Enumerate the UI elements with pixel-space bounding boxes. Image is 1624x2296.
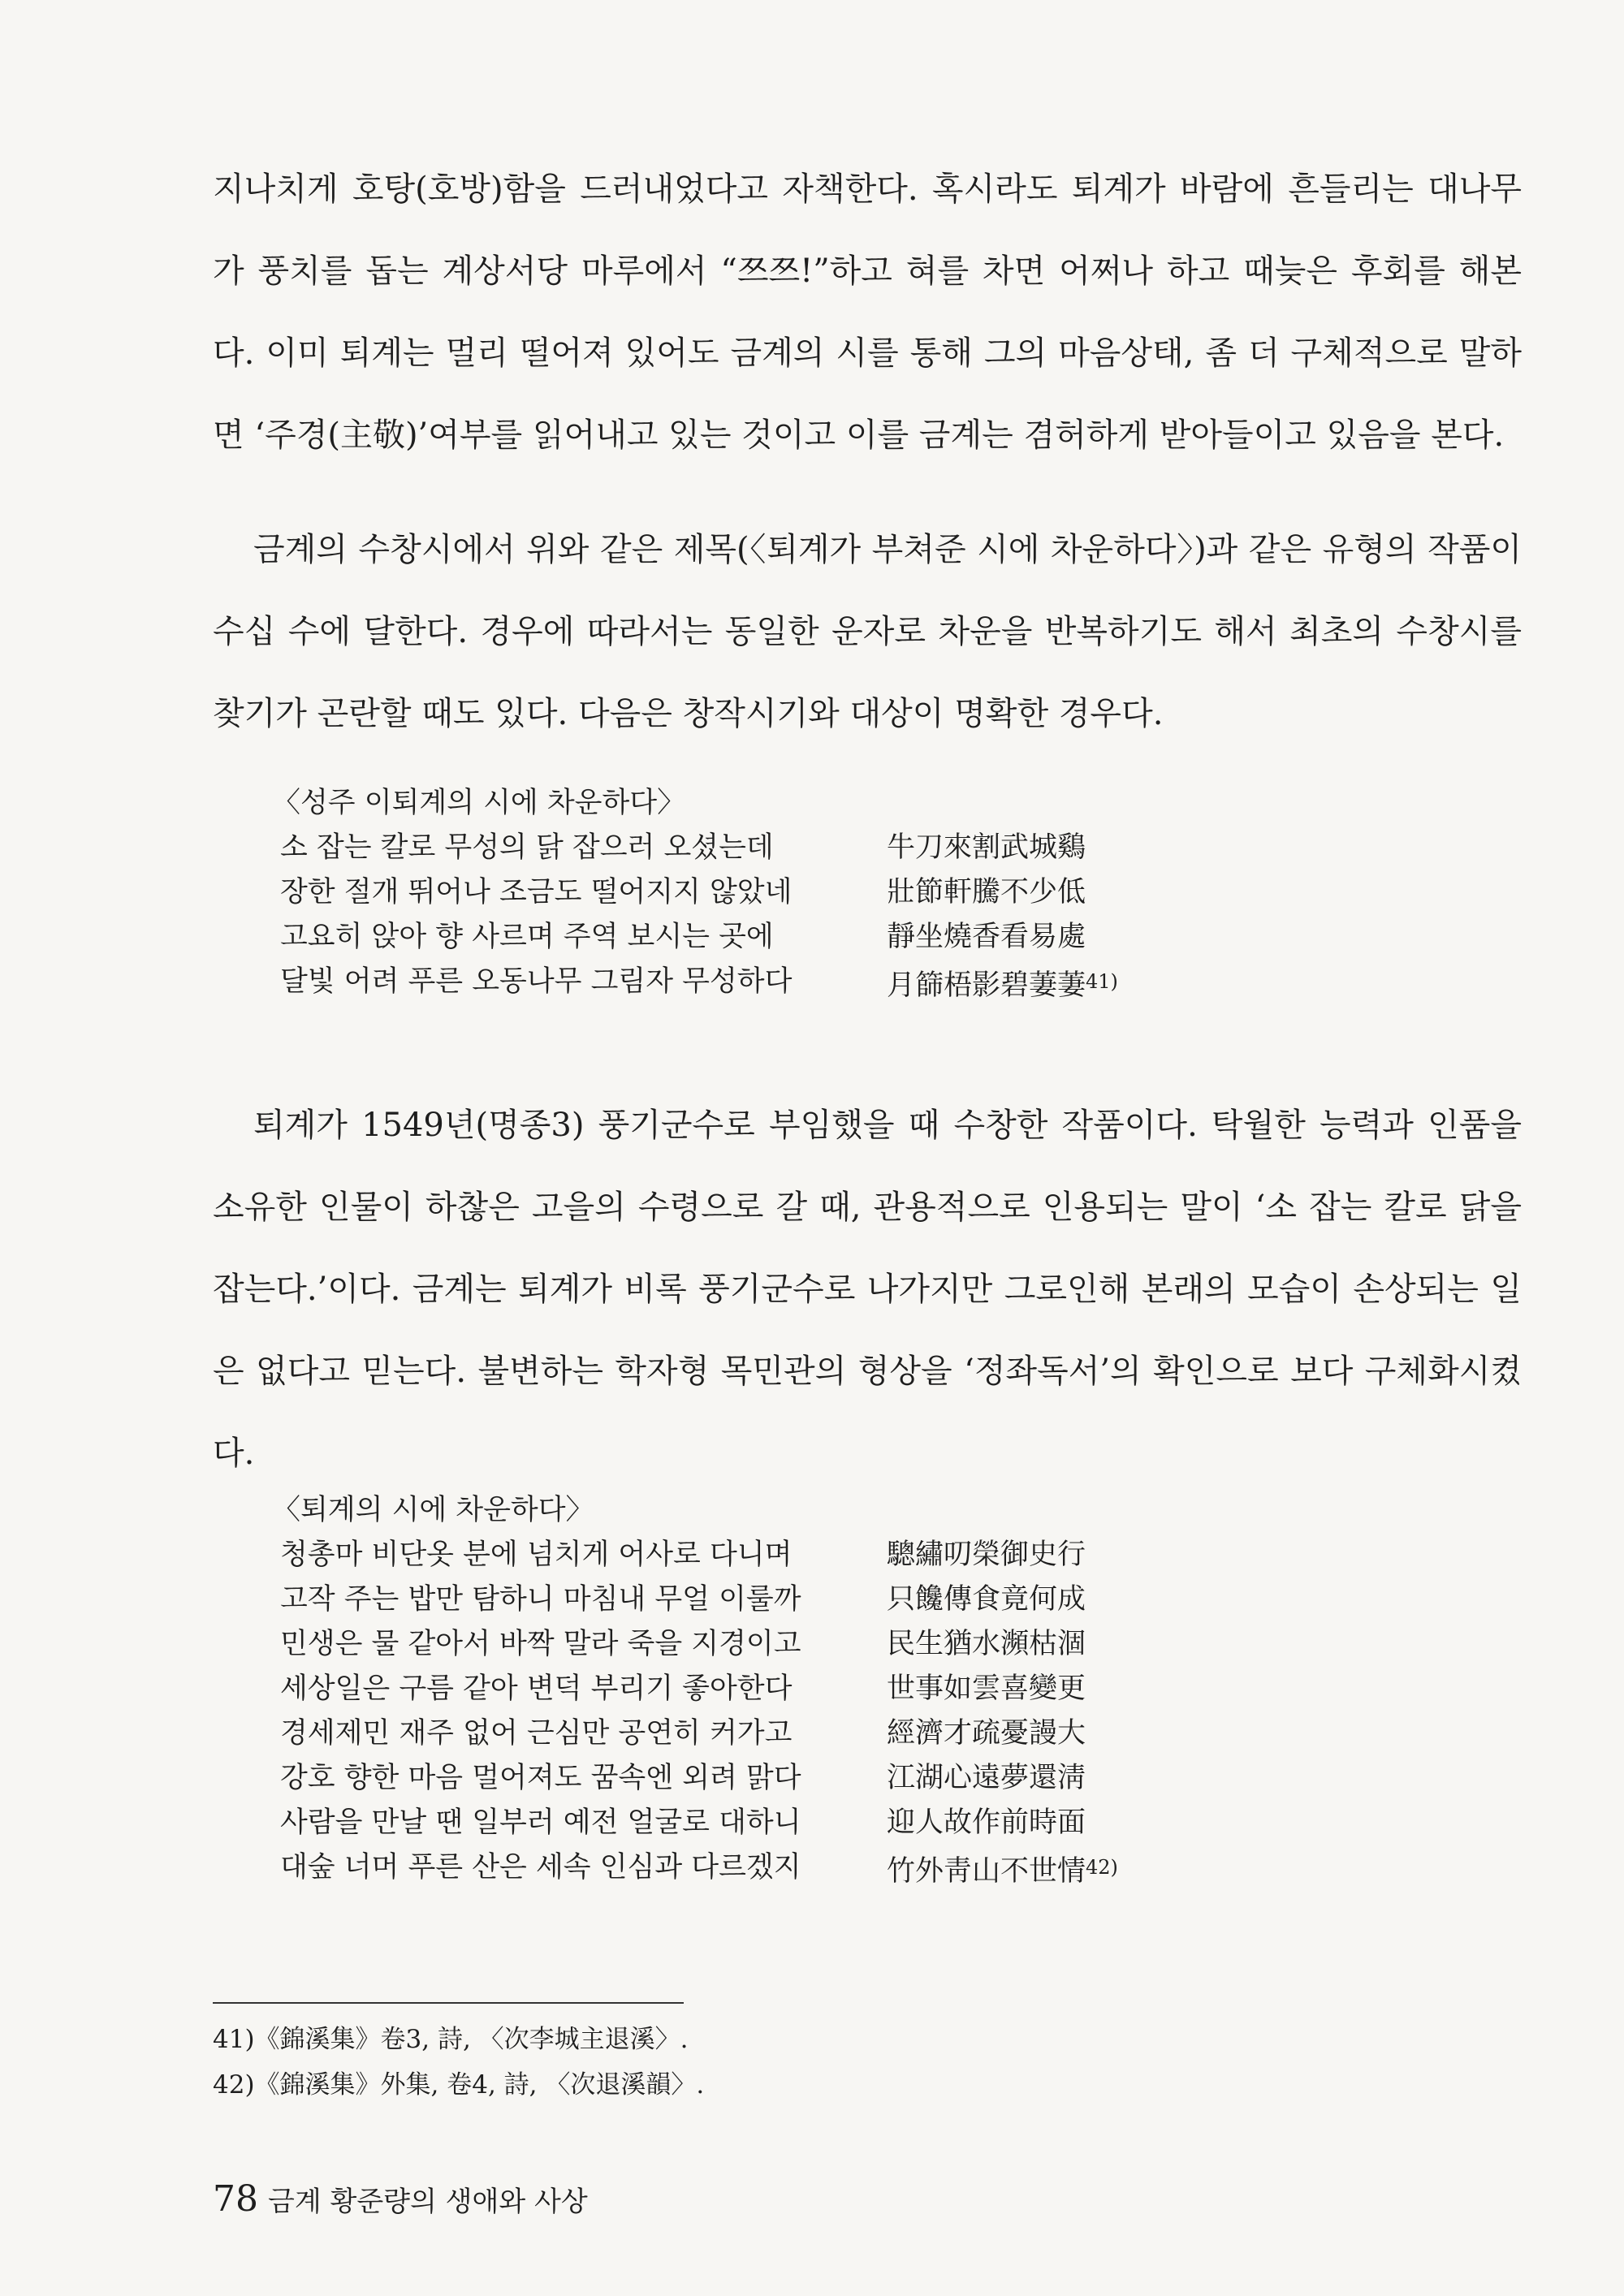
poem-hanja-line	[887, 1845, 1118, 1894]
poem-line	[272, 870, 1409, 915]
poem-korean-line: 경세제민 재주 없어 근심만 공연히 커가고	[280, 1717, 793, 1750]
poem-line	[272, 960, 1409, 1004]
body-paragraph-1	[213, 149, 1522, 477]
poem-korean-line: 강호 향한 마음 멀어져도 꿈속엔 외려 맑다	[280, 1762, 801, 1794]
poem-line	[272, 1756, 1409, 1801]
poem-korean-line: 장한 절개 뛰어나 조금도 떨어지지 않았네	[280, 876, 793, 908]
footnote-ref-42: 42)	[1086, 1856, 1118, 1879]
footnote-divider	[213, 2002, 684, 2004]
poem-hanja-line: 江湖心遠夢還淸	[887, 1762, 1086, 1794]
poem-hanja-text: 竹外靑山不世情	[887, 1855, 1086, 1888]
paragraph-text: 금계의 수창시에서 위와 같은 제목(〈퇴계가 부쳐준 시에 차운하다〉)과 같은 유형의 작품이 수십 수에 달한다. 경우에 따라서는 동일한 운자로 차운을 반복하기도 해서 최초의 수창시를 찾기가 곤란할 때도 있다. 다음은 창작시기와 대상이 명확한 경우다.	[213, 531, 1522, 732]
poem-korean-line: 고작 주는 밥만 탐하니 마침내 무얼 이룰까	[280, 1583, 801, 1616]
poem-line	[272, 1533, 1409, 1577]
poem-korean-line: 청총마 비단옷 분에 넘치게 어사로 다니며	[280, 1539, 793, 1571]
poem-line	[272, 1577, 1409, 1622]
poem-block-2	[272, 1488, 1409, 1890]
poem-hanja-line: 靜坐燒香看易處	[887, 921, 1086, 953]
poem-hanja-text: 月篩梧影碧萋萋	[887, 969, 1086, 1002]
poem-line	[272, 1801, 1409, 1845]
footnotes	[213, 2017, 704, 2108]
poem-title: 〈퇴계의 시에 차운하다〉	[272, 1494, 594, 1526]
paragraph-text: 퇴계가 1549년(명종3) 풍기군수로 부임했을 때 수창한 작품이다. 탁월한 능력과 인품을 소유한 인물이 하찮은 고을의 수령으로 갈 때, 관용적으로 인용되는 말이 ‘소 잡는 칼로 닭을 잡는다.’이다. 금계는 퇴계가 비록 풍기군수로 나가지만 그로인해 본래의 모습이 손상되는 일은 없다고 믿는다. 불변하는 학자형 목민관의 형상을 ‘정좌독서’의 확인으로 보다 구체화시켰다.	[213, 1107, 1522, 1472]
poem-hanja-line: 世事如雲喜變更	[887, 1672, 1086, 1705]
body-paragraph-3	[213, 1085, 1522, 1495]
poem-hanja-line: 只饞傳食竟何成	[887, 1583, 1086, 1616]
footnote-41: 41)《錦溪集》卷3, 詩, 〈次李城主退溪〉.	[213, 2025, 689, 2054]
paragraph-text: 지나치게 호탕(호방)함을 드러내었다고 자책한다. 혹시라도 퇴계가 바람에 흔들리는 대나무가 풍치를 돕는 계상서당 마루에서 “쯔쯔!”하고 혀를 차면 어쩌나 하고 때늦은 후회를 해본다. 이미 퇴계는 멀리 떨어져 있어도 금계의 시를 통해 그의 마음상태, 좀 더 구체적으로 말하면 ‘주경(主敬)’여부를 읽어내고 있는 것이고 이를 금계는 겸허하게 받아들이고 있음을 본다.	[213, 170, 1522, 454]
running-title: 금계 황준량의 생애와 사상	[268, 2186, 588, 2218]
poem-hanja-line: 民生猶水瀕枯涸	[887, 1628, 1086, 1660]
poem-hanja-line: 經濟才疏憂謾大	[887, 1717, 1086, 1750]
poem-title: 〈성주 이퇴계의 시에 차운하다〉	[272, 787, 686, 819]
poem-hanja-line: 迎人故作前時面	[887, 1806, 1086, 1839]
page-footer	[213, 2178, 588, 2220]
poem-hanja-line: 壯節軒騰不少低	[887, 876, 1086, 908]
poem-line	[272, 1845, 1409, 1890]
poem-line	[272, 826, 1409, 870]
poem-block-1	[272, 781, 1409, 1004]
poem-korean-line: 달빛 어려 푸른 오동나무 그림자 무성하다	[280, 965, 793, 998]
poem-hanja-line: 驄繡叨榮御史行	[887, 1539, 1086, 1571]
poem-korean-line: 민생은 물 같아서 바짝 말라 죽을 지경이고	[280, 1628, 801, 1660]
body-paragraph-2	[213, 509, 1522, 755]
poem-hanja-line	[887, 960, 1118, 1008]
footnote-ref-41: 41)	[1086, 970, 1118, 993]
poem-hanja-line: 牛刀來割武城鷄	[887, 831, 1086, 864]
page-number: 78	[213, 2178, 258, 2220]
footnote-42: 42)《錦溪集》外集, 卷4, 詩, 〈次退溪韻〉.	[213, 2070, 705, 2100]
poem-line	[272, 1667, 1409, 1711]
poem-line	[272, 1622, 1409, 1667]
poem-line	[272, 915, 1409, 960]
poem-korean-line: 사람을 만날 땐 일부러 예전 얼굴로 대하니	[280, 1806, 801, 1839]
poem-korean-line: 소 잡는 칼로 무성의 닭 잡으러 오셨는데	[280, 831, 774, 864]
poem-korean-line: 대숲 너머 푸른 산은 세속 인심과 다르겠지	[280, 1851, 801, 1884]
poem-korean-line: 고요히 앉아 향 사르며 주역 보시는 곳에	[280, 921, 774, 953]
poem-korean-line: 세상일은 구름 같아 변덕 부리기 좋아한다	[280, 1672, 793, 1705]
poem-line	[272, 1711, 1409, 1756]
